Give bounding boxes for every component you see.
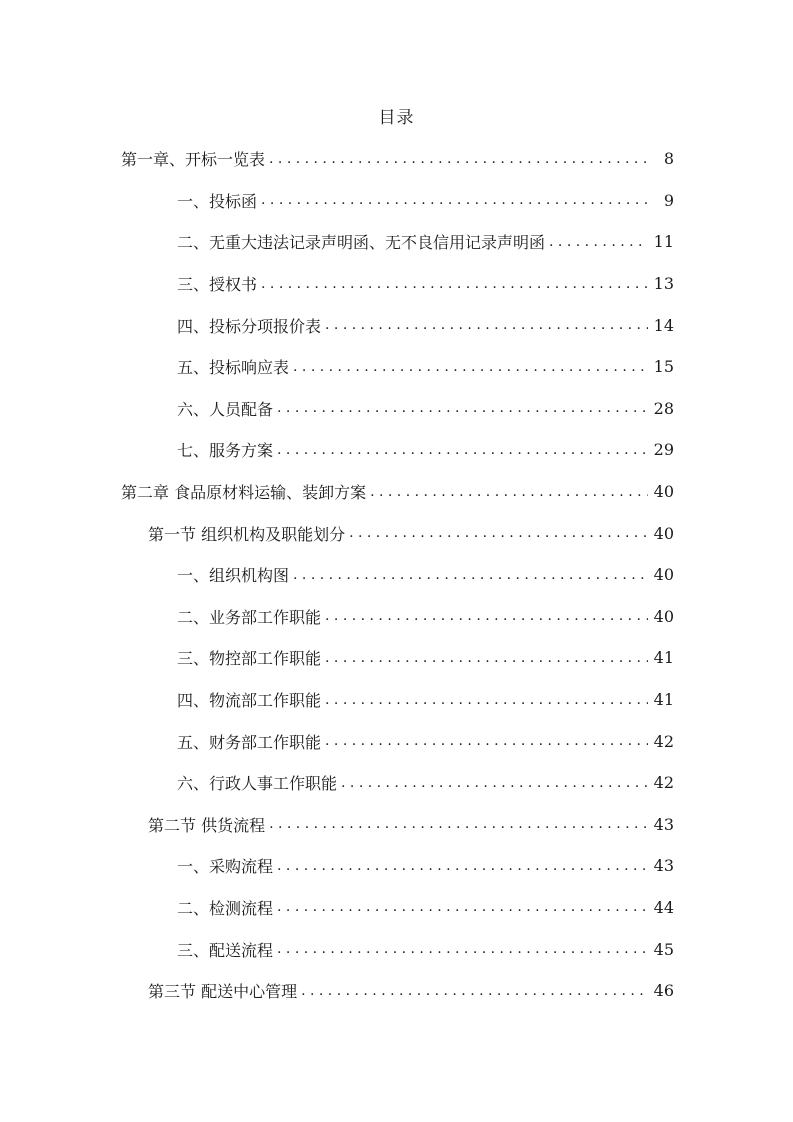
toc-entry-page-number: 42 [653, 731, 674, 751]
toc-leader-dots [325, 733, 648, 749]
toc-entry-page-number: 45 [653, 939, 674, 959]
toc-entry[interactable] [0, 720, 793, 762]
toc-entry-page-number: 43 [653, 814, 674, 834]
toc-leader-dots [549, 234, 648, 250]
toc-entry[interactable] [0, 887, 793, 929]
toc-leader-dots [277, 442, 648, 458]
toc-entry-page-number: 28 [653, 398, 674, 418]
toc-entry-label: 第三节 配送中心管理 [148, 979, 301, 1002]
toc-entry-page-number: 13 [653, 274, 674, 294]
toc-entry-label: 一、投标函 [177, 189, 261, 212]
toc-entry[interactable] [0, 928, 793, 970]
toc-entry-label: 三、配送流程 [177, 938, 277, 961]
toc-leader-dots [293, 567, 648, 583]
toc-entry-label: 五、财务部工作职能 [177, 730, 325, 753]
toc-leader-dots [341, 775, 648, 791]
toc-entry-label: 六、人员配备 [177, 397, 277, 420]
toc-leader-dots [277, 858, 648, 874]
toc-leader-dots [325, 608, 648, 624]
toc-entry-page-number: 9 [663, 190, 674, 210]
toc-leader-dots [261, 276, 648, 292]
toc-entry-label: 一、组织机构图 [177, 563, 293, 586]
toc-entry-page-number: 40 [653, 482, 674, 502]
toc-entry-page-number: 43 [653, 856, 674, 876]
toc-leader-dots [370, 484, 648, 500]
toc-entry[interactable] [0, 512, 793, 554]
toc-entry[interactable] [0, 180, 793, 222]
toc-leader-dots [293, 359, 648, 375]
toc-entry-page-number: 14 [653, 315, 674, 335]
toc-entry[interactable] [0, 762, 793, 804]
toc-leader-dots [325, 692, 648, 708]
toc-entry-page-number: 40 [653, 565, 674, 585]
toc-leader-dots [325, 650, 648, 666]
toc-leader-dots [301, 983, 648, 999]
toc-leader-dots [261, 192, 648, 208]
toc-leader-dots [277, 899, 648, 915]
toc-entry[interactable] [0, 263, 793, 305]
toc-entry[interactable] [0, 970, 793, 1012]
toc-entry[interactable] [0, 554, 793, 596]
toc-entry-label: 六、行政人事工作职能 [177, 771, 341, 794]
toc-entry-page-number: 8 [663, 149, 674, 169]
toc-entry-label: 四、物流部工作职能 [177, 688, 325, 711]
toc-entry[interactable] [0, 637, 793, 679]
toc-entry[interactable] [0, 845, 793, 887]
toc-entry-label: 第一章、开标一览表 [121, 147, 269, 170]
toc-entry-label: 二、检测流程 [177, 896, 277, 919]
toc-entry[interactable] [0, 471, 793, 513]
toc-entry-label: 第二节 供货流程 [148, 813, 269, 836]
toc-entry-label: 第一节 组织机构及职能划分 [148, 522, 349, 545]
toc-entry[interactable] [0, 221, 793, 263]
toc-entry-label: 第二章 食品原材料运输、装卸方案 [121, 480, 370, 503]
toc-entry-page-number: 46 [653, 981, 674, 1001]
toc-leader-dots [349, 525, 648, 541]
toc-entry-page-number: 11 [653, 232, 674, 252]
toc-leader-dots [277, 941, 648, 957]
toc-entry[interactable] [0, 304, 793, 346]
toc-entry[interactable] [0, 346, 793, 388]
toc-entry-page-number: 15 [653, 357, 674, 377]
toc-entry-page-number: 41 [653, 690, 674, 710]
toc-entry-label: 四、投标分项报价表 [177, 314, 325, 337]
toc-leader-dots [277, 400, 648, 416]
toc-entry-page-number: 41 [653, 648, 674, 668]
toc-entry-label: 二、无重大违法记录声明函、无不良信用记录声明函 [177, 230, 549, 253]
toc-entry-page-number: 42 [653, 773, 674, 793]
toc-entry-label: 三、授权书 [177, 272, 261, 295]
toc-entry[interactable] [0, 596, 793, 638]
toc-entry-label: 二、业务部工作职能 [177, 605, 325, 628]
toc-entry-label: 五、投标响应表 [177, 355, 293, 378]
toc-entry-label: 一、采购流程 [177, 854, 277, 877]
toc-entry-page-number: 40 [653, 606, 674, 626]
toc-entry[interactable] [0, 429, 793, 471]
toc-entry-page-number: 44 [653, 897, 674, 917]
toc-entry-label: 三、物控部工作职能 [177, 646, 325, 669]
toc-entry-page-number: 29 [653, 440, 674, 460]
toc-entry-page-number: 40 [653, 523, 674, 543]
toc-title: 目录 [378, 108, 415, 128]
toc-entry[interactable] [0, 679, 793, 721]
toc-leader-dots [269, 151, 648, 167]
toc-entry[interactable] [0, 804, 793, 846]
toc-list [0, 138, 793, 1011]
toc-leader-dots [325, 317, 648, 333]
toc-entry[interactable] [0, 138, 793, 180]
toc-entry-label: 七、服务方案 [177, 438, 277, 461]
toc-entry[interactable] [0, 388, 793, 430]
toc-leader-dots [269, 816, 648, 832]
